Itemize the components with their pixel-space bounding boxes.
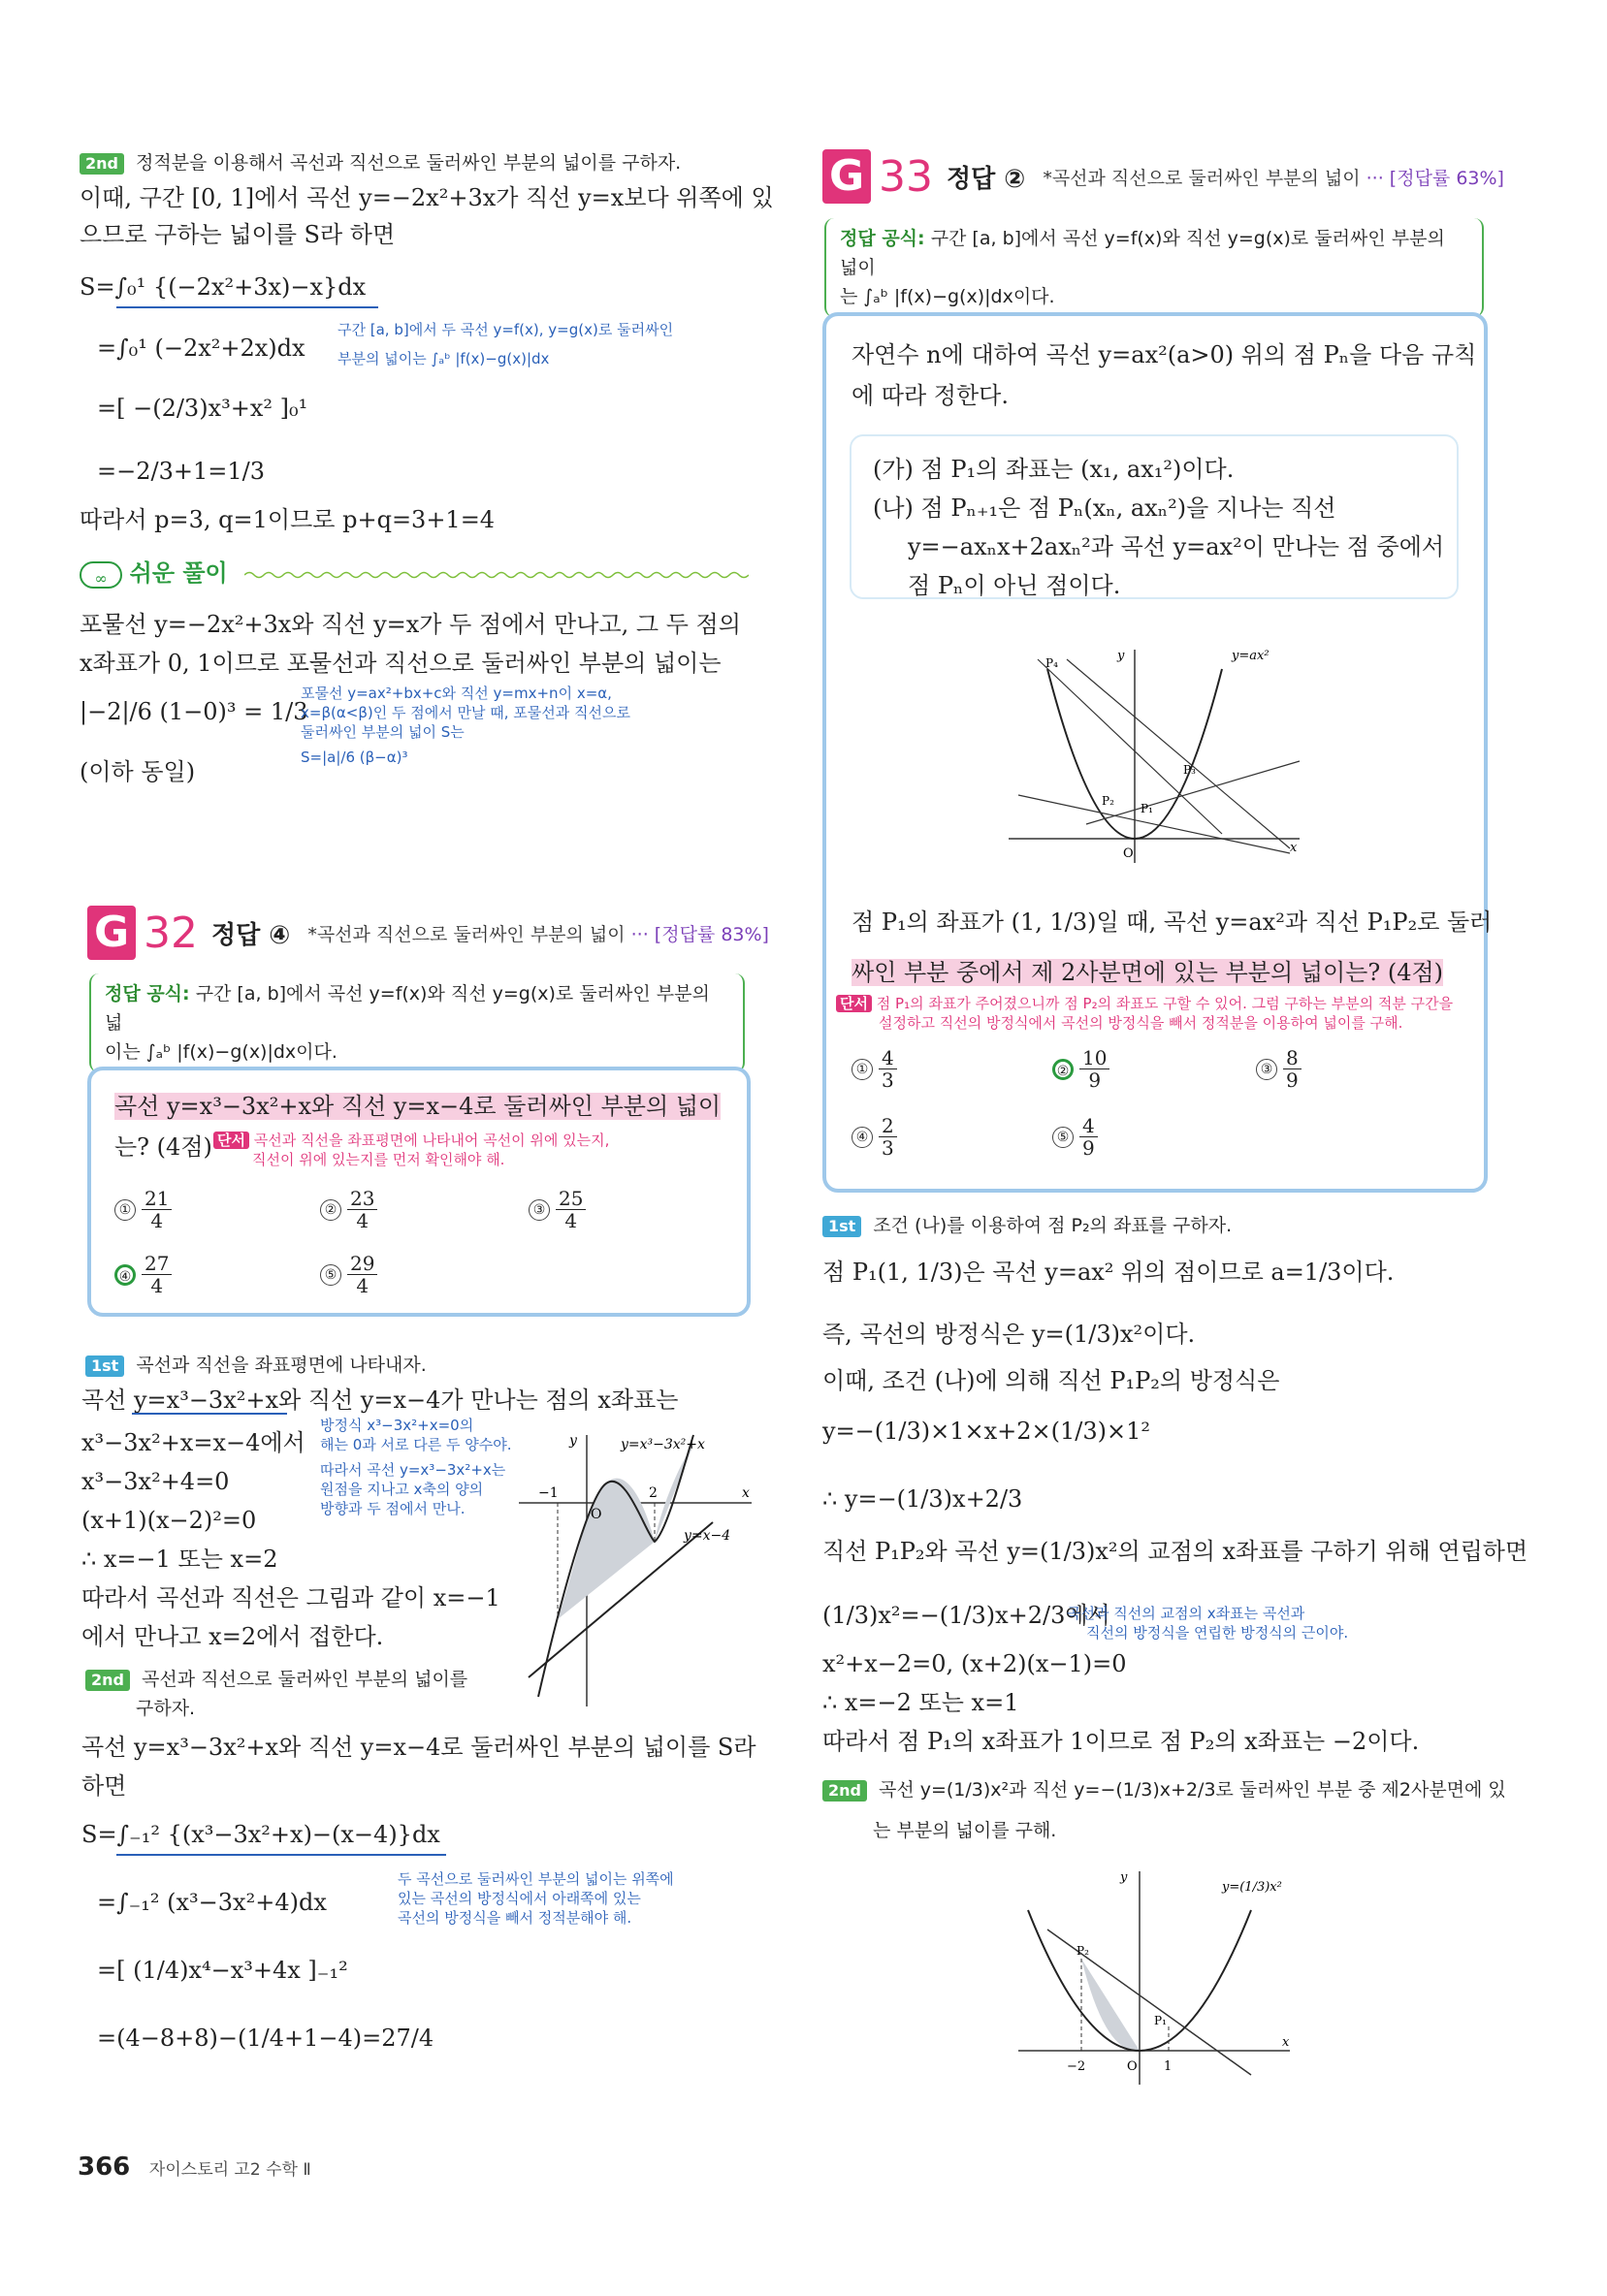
numerator: 8: [1283, 1047, 1302, 1069]
note-line: S=|a|/6 (β−α)³: [301, 749, 408, 766]
numerator: 4: [1079, 1115, 1098, 1137]
choice-option[interactable]: [114, 1253, 172, 1296]
numerator: 10: [1079, 1047, 1109, 1069]
line: [1038, 659, 1222, 834]
axis-label: x: [1282, 2035, 1290, 2050]
step-badge: 2nd: [80, 153, 124, 175]
choice-option[interactable]: [320, 1253, 377, 1296]
choice-option[interactable]: [529, 1188, 586, 1231]
formula-box: [824, 218, 1484, 317]
text-line: (이하 동일): [80, 758, 196, 785]
point-label: P₃: [1183, 763, 1196, 777]
choice-fraction: [142, 1188, 172, 1231]
equation: =−2/3+1=1/3: [97, 458, 265, 485]
point-label: P₁: [1141, 802, 1153, 815]
axis-label: y: [1120, 1870, 1128, 1885]
choice-marker: ④: [852, 1127, 873, 1148]
hint-note: [213, 1131, 609, 1169]
highlight: 곡선 y=x³−3x²+x와 직선 y=x−4로 둘러싸인 부분의 넓이: [114, 1093, 722, 1120]
equation: ∴ x=−1 또는 x=2: [81, 1546, 278, 1573]
step-badge: 2nd: [822, 1780, 867, 1802]
hint-line: 설정하고 직선의 방정식에서 곡선의 방정식을 빼서 정적분을 이용하여 넓이를 구해.: [879, 1014, 1403, 1032]
side-note: [398, 1869, 674, 1928]
choice-option[interactable]: [1256, 1047, 1302, 1091]
choice-fraction: [1079, 1115, 1098, 1159]
formula-box: [89, 973, 745, 1072]
text-line: 직선 P₁P₂와 곡선 y=(1/3)x²의 교점의 x좌표를 구하기 위해 연립하면: [822, 1538, 1528, 1565]
equation: (x+1)(x−2)²=0: [81, 1507, 257, 1534]
choice-option[interactable]: [852, 1047, 897, 1091]
shaded-region: [1081, 1959, 1140, 2051]
cubic-graph: [509, 1425, 761, 1716]
underline: [132, 1413, 287, 1415]
choice-fraction: [347, 1188, 377, 1231]
condition-line: y=−axₙx+2axₙ²과 곡선 y=ax²이 만나는 점 중에서: [908, 533, 1445, 560]
problem-header: [87, 904, 769, 962]
note-line: 곡선과 직선의 교점의 x좌표는 곡선과: [1067, 1605, 1305, 1622]
category-badge: G: [87, 906, 136, 960]
hint-badge: 단서: [836, 995, 872, 1012]
numerator: 21: [142, 1188, 172, 1210]
question-text: 에 따라 정한다.: [852, 382, 1009, 409]
step2-heading: [80, 145, 681, 178]
curve-label: y=ax²: [1232, 649, 1270, 663]
choice-marker: ②: [1052, 1059, 1074, 1080]
choice-marker: ①: [852, 1059, 873, 1080]
step2-heading: [85, 1662, 467, 1695]
question-text: 자연수 n에 대하여 곡선 y=ax²(a>0) 위의 점 Pₙ을 다음 규칙: [852, 341, 1477, 368]
shaded-region: [558, 1445, 693, 1619]
text-line: 곡선 y=x³−3x²+x와 직선 y=x−4가 만나는 점의 x좌표는: [81, 1387, 679, 1414]
equation: =[ −(2/3)x³+x² ]₀¹: [97, 395, 308, 422]
equation: ∴ y=−(1/3)x+2/3: [822, 1485, 1023, 1513]
numerator: 27: [142, 1253, 172, 1275]
equation: x³−3x²+4=0: [81, 1468, 230, 1495]
tick-label: 2: [649, 1485, 658, 1501]
topic-tag: *곡선과 직선으로 둘러싸인 부분의 넓이: [1043, 167, 1361, 189]
hint-line: 직선이 위에 있는지를 먼저 확인해야 해.: [252, 1151, 505, 1168]
numerator: 29: [347, 1253, 377, 1275]
text-line: 이때, 구간 [0, 1]에서 곡선 y=−2x²+3x가 직선 y=x보다 위쪽에 있: [80, 184, 774, 211]
note-line: 원점을 지나고 x축의 양의: [320, 1481, 484, 1498]
highlight: 싸인 부분 중에서 제 2사분면에 있는 부분의 넓이는? (4점): [852, 959, 1444, 986]
choice-fraction: [142, 1253, 172, 1296]
question-text: [114, 1091, 721, 1122]
hint-line: 점 P₁의 좌표가 주어졌으니까 점 P₂의 좌표도 구할 수 있어. 그럼 구하는 부분의 적분 구간을: [876, 995, 1454, 1012]
choice-marker: ④: [114, 1264, 136, 1286]
step-text: 곡선과 직선으로 둘러싸인 부분의 넓이를: [141, 1669, 468, 1690]
step1-heading: [85, 1348, 427, 1381]
hint-line: 곡선과 직선을 좌표평면에 나타내어 곡선이 위에 있는지,: [253, 1132, 610, 1149]
note-line: 방향과 두 점에서 만나.: [320, 1500, 466, 1517]
question-text: [852, 957, 1443, 988]
curve-label: y=x³−3x²+x: [621, 1437, 705, 1452]
step-text: 구하자.: [136, 1698, 196, 1719]
category-badge: G: [822, 149, 871, 204]
equation: ∴ x=−2 또는 x=1: [822, 1689, 1019, 1716]
axis-label: y: [569, 1433, 577, 1449]
question-text: 는? (4점): [114, 1133, 212, 1161]
denominator: 3: [882, 1136, 894, 1160]
choice-fraction: [879, 1047, 897, 1091]
denominator: 4: [150, 1209, 164, 1232]
text-line: 이때, 조건 (나)에 의해 직선 P₁P₂의 방정식은: [822, 1367, 1280, 1394]
side-note: [337, 320, 673, 368]
condition-line: (가) 점 P₁의 좌표는 (x₁, ax₁²)이다.: [873, 456, 1235, 483]
denominator: 9: [1286, 1068, 1299, 1092]
note-line: 둘러싸인 부분의 넓이 S는: [301, 723, 465, 741]
glasses-icon: ∞: [80, 561, 122, 589]
step-text: 정적분을 이용해서 곡선과 직선으로 둘러싸인 부분의 넓이를 구하자.: [135, 152, 682, 174]
equation: |−2|/6 (1−0)³ = 1/3: [80, 698, 308, 725]
equation: =∫₋₁² (x³−3x²+4)dx: [97, 1889, 327, 1916]
tick-label: −1: [538, 1485, 559, 1501]
choice-marker: ③: [1256, 1059, 1277, 1080]
underline: [116, 306, 378, 308]
side-note: [1067, 1604, 1348, 1642]
text-line: 따라서 p=3, q=1이므로 p+q=3+1=4: [80, 506, 496, 533]
text-line: 포물선 y=−2x²+3x와 직선 y=x가 두 점에서 만나고, 그 두 점의: [80, 611, 741, 638]
choice-option[interactable]: [1052, 1047, 1109, 1091]
note-line: x=β(α<β)인 두 점에서 만날 때, 포물선과 직선으로: [301, 704, 630, 721]
point-label: P₁: [1154, 2014, 1167, 2027]
choice-option[interactable]: [1052, 1115, 1098, 1159]
question-text: [852, 907, 1492, 938]
page-footer: [78, 2152, 311, 2182]
denominator: 9: [1082, 1136, 1095, 1160]
denominator: 4: [356, 1274, 370, 1297]
note-line: 따라서 곡선 y=x³−3x²+x는: [320, 1461, 506, 1479]
text-line: 으므로 구하는 넓이를 S라 하면: [80, 221, 396, 248]
problem-number: 32: [144, 908, 198, 958]
problem-header: [822, 147, 1504, 206]
formula-text: 이는 ∫ₐᵇ |f(x)−g(x)|dx이다.: [105, 1041, 337, 1063]
text-line: 따라서 점 P₁의 x좌표가 1이므로 점 P₂의 x좌표는 −2이다.: [822, 1728, 1420, 1755]
note-line: 부분의 넓이는 ∫ₐᵇ |f(x)−g(x)|dx: [337, 350, 550, 367]
axis-label: x: [742, 1485, 750, 1501]
note-line: 곡선의 방정식을 빼서 정적분해야 해.: [398, 1909, 632, 1927]
choice-marker: ①: [114, 1199, 136, 1221]
easy-solution-header: [80, 558, 749, 589]
accuracy-rate: ··· [정답률 63%]: [1366, 167, 1504, 189]
choice-marker: ⑤: [320, 1264, 341, 1286]
choice-option[interactable]: [320, 1188, 377, 1231]
text-line: 따라서 곡선과 직선은 그림과 같이 x=−1: [81, 1584, 500, 1611]
denominator: 9: [1088, 1068, 1102, 1092]
answer-label: 정답 ②: [947, 164, 1026, 194]
point-label: P₂: [1102, 794, 1114, 808]
note-line: 두 곡선으로 둘러싸인 부분의 넓이는 위쪽에: [398, 1870, 674, 1888]
question-segment: 점 P₁의 좌표가 (1, 1/3)일 때, 곡선 y=ax²과 직선 P₁P₂로 둘러: [852, 909, 1493, 936]
answer-label: 정답 ④: [211, 920, 291, 950]
equation: x²+x−2=0, (x+2)(x−1)=0: [822, 1650, 1127, 1677]
numerator: 2: [879, 1115, 897, 1137]
wavy-divider: [244, 570, 749, 580]
underline: [116, 1854, 446, 1856]
note-line: 있는 곡선의 방정식에서 아래쪽에 있는: [398, 1890, 641, 1907]
axis-label: y: [1117, 649, 1125, 663]
formula-text: 구간 [a, b]에서 곡선 y=f(x)와 직선 y=g(x)로 둘러싸인 부분의 넓이: [840, 228, 1445, 278]
parabola-graph: [999, 640, 1309, 873]
point-label: P₄: [1045, 656, 1058, 670]
choice-option[interactable]: [114, 1188, 172, 1231]
origin-label: O: [591, 1507, 602, 1522]
text-line: x좌표가 0, 1이므로 포물선과 직선으로 둘러싸인 부분의 넓이는: [80, 650, 722, 677]
condition-line: (나) 점 Pₙ₊₁은 점 Pₙ(xₙ, axₙ²)을 지나는 직선: [873, 494, 1336, 522]
note-line: 직선의 방정식을 연립한 방정식의 근이야.: [1086, 1624, 1349, 1642]
choice-option[interactable]: [852, 1115, 897, 1159]
axis-label: x: [1290, 841, 1298, 855]
step1-heading: [822, 1208, 1232, 1241]
text-line: 점 P₁(1, 1/3)은 곡선 y=ax² 위의 점이므로 a=1/3이다.: [822, 1259, 1395, 1286]
text-line: 즉, 곡선의 방정식은 y=(1/3)x²이다.: [822, 1321, 1196, 1348]
choice-marker: ②: [320, 1199, 341, 1221]
note-line: 구간 [a, b]에서 두 곡선 y=f(x), y=g(x)로 둘러싸인: [337, 321, 674, 338]
point-label: P₂: [1077, 1944, 1089, 1958]
choice-fraction: [879, 1115, 897, 1159]
note-line: 포물선 y=ax²+bx+c와 직선 y=mx+n이 x=α,: [301, 685, 612, 702]
text-line: 에서 만나고 x=2에서 접한다.: [81, 1623, 384, 1650]
equation: =(4−8+8)−(1/4+1−4)=27/4: [97, 2025, 434, 2052]
numerator: 23: [347, 1188, 377, 1210]
step-badge: 2nd: [85, 1670, 130, 1691]
step-text: 곡선과 직선을 좌표평면에 나타내자.: [136, 1355, 427, 1376]
tick-label: −2: [1067, 2059, 1086, 2074]
equation: x³−3x²+x=x−4에서: [81, 1429, 305, 1456]
hint-note: [836, 994, 1453, 1033]
choice-marker: ⑤: [1052, 1127, 1074, 1148]
equation: y=−(1/3)×1×x+2×(1/3)×1²: [822, 1418, 1150, 1445]
origin-label: O: [1123, 846, 1134, 861]
book-title: 자이스토리 고2 수학 Ⅱ: [148, 2160, 311, 2180]
parabola-graph-2: [1009, 1862, 1300, 2094]
equation: S=∫₋₁² {(x³−3x²+x)−(x−4)}dx: [81, 1821, 440, 1848]
accuracy-rate: ··· [정답률 83%]: [630, 923, 769, 945]
side-note: [320, 1416, 512, 1518]
choice-fraction: [1283, 1047, 1302, 1091]
step-text: 곡선 y=(1/3)x²과 직선 y=−(1/3)x+2/3로 둘러싸인 부분 중 제2사분면에 있: [878, 1779, 1506, 1801]
problem-number: 33: [879, 151, 933, 202]
choice-fraction: [1079, 1047, 1109, 1091]
topic-tag: *곡선과 직선으로 둘러싸인 부분의 넓이: [307, 923, 626, 945]
curve-label: y=(1/3)x²: [1222, 1880, 1282, 1895]
formula-label: 정답 공식:: [840, 228, 925, 249]
formula-text: 는 ∫ₐᵇ |f(x)−g(x)|dx이다.: [840, 286, 1055, 307]
step2-heading: [822, 1772, 1506, 1805]
tick-label: 1: [1164, 2059, 1173, 2074]
numerator: 25: [556, 1188, 586, 1210]
equation: S=∫₀¹ {(−2x²+3x)−x}dx: [80, 273, 367, 301]
origin-label: O: [1127, 2059, 1138, 2074]
note-line: 방정식 x³−3x²+x=0의: [320, 1417, 474, 1434]
line-label: y=x−4: [684, 1528, 731, 1544]
equation: =∫₀¹ (−2x²+2x)dx: [97, 335, 305, 362]
equation: (1/3)x²=−(1/3)x+2/3에서: [822, 1602, 1110, 1629]
step-badge: 1st: [85, 1355, 124, 1377]
section-title: 쉬운 풀이: [129, 559, 228, 587]
side-note: [301, 684, 630, 767]
formula-label: 정답 공식:: [105, 983, 190, 1004]
page-number: 366: [78, 2152, 131, 2182]
formula-text: 구간 [a, b]에서 곡선 y=f(x)와 직선 y=g(x)로 둘러싸인 부분의 넓: [105, 983, 710, 1034]
choice-marker: ③: [529, 1199, 550, 1221]
note-line: 해는 0과 서로 다른 두 양수야.: [320, 1436, 512, 1453]
text-line: 하면: [81, 1772, 127, 1800]
equation: =[ (1/4)x⁴−x³+4x ]₋₁²: [97, 1957, 348, 1984]
numerator: 4: [879, 1047, 897, 1069]
denominator: 4: [150, 1274, 164, 1297]
condition-line: 점 Pₙ이 아닌 점이다.: [908, 572, 1121, 599]
step-badge: 1st: [822, 1216, 861, 1237]
choice-fraction: [347, 1253, 377, 1296]
denominator: 4: [564, 1209, 578, 1232]
hint-badge: 단서: [213, 1132, 249, 1149]
denominator: 3: [882, 1068, 894, 1092]
step-text: 조건 (나)를 이용하여 점 P₂의 좌표를 구하자.: [873, 1215, 1233, 1236]
step-text: 는 부분의 넓이를 구해.: [873, 1820, 1057, 1841]
text-line: 곡선 y=x³−3x²+x와 직선 y=x−4로 둘러싸인 부분의 넓이를 S라: [81, 1734, 756, 1761]
choice-fraction: [556, 1188, 586, 1231]
denominator: 4: [356, 1209, 370, 1232]
